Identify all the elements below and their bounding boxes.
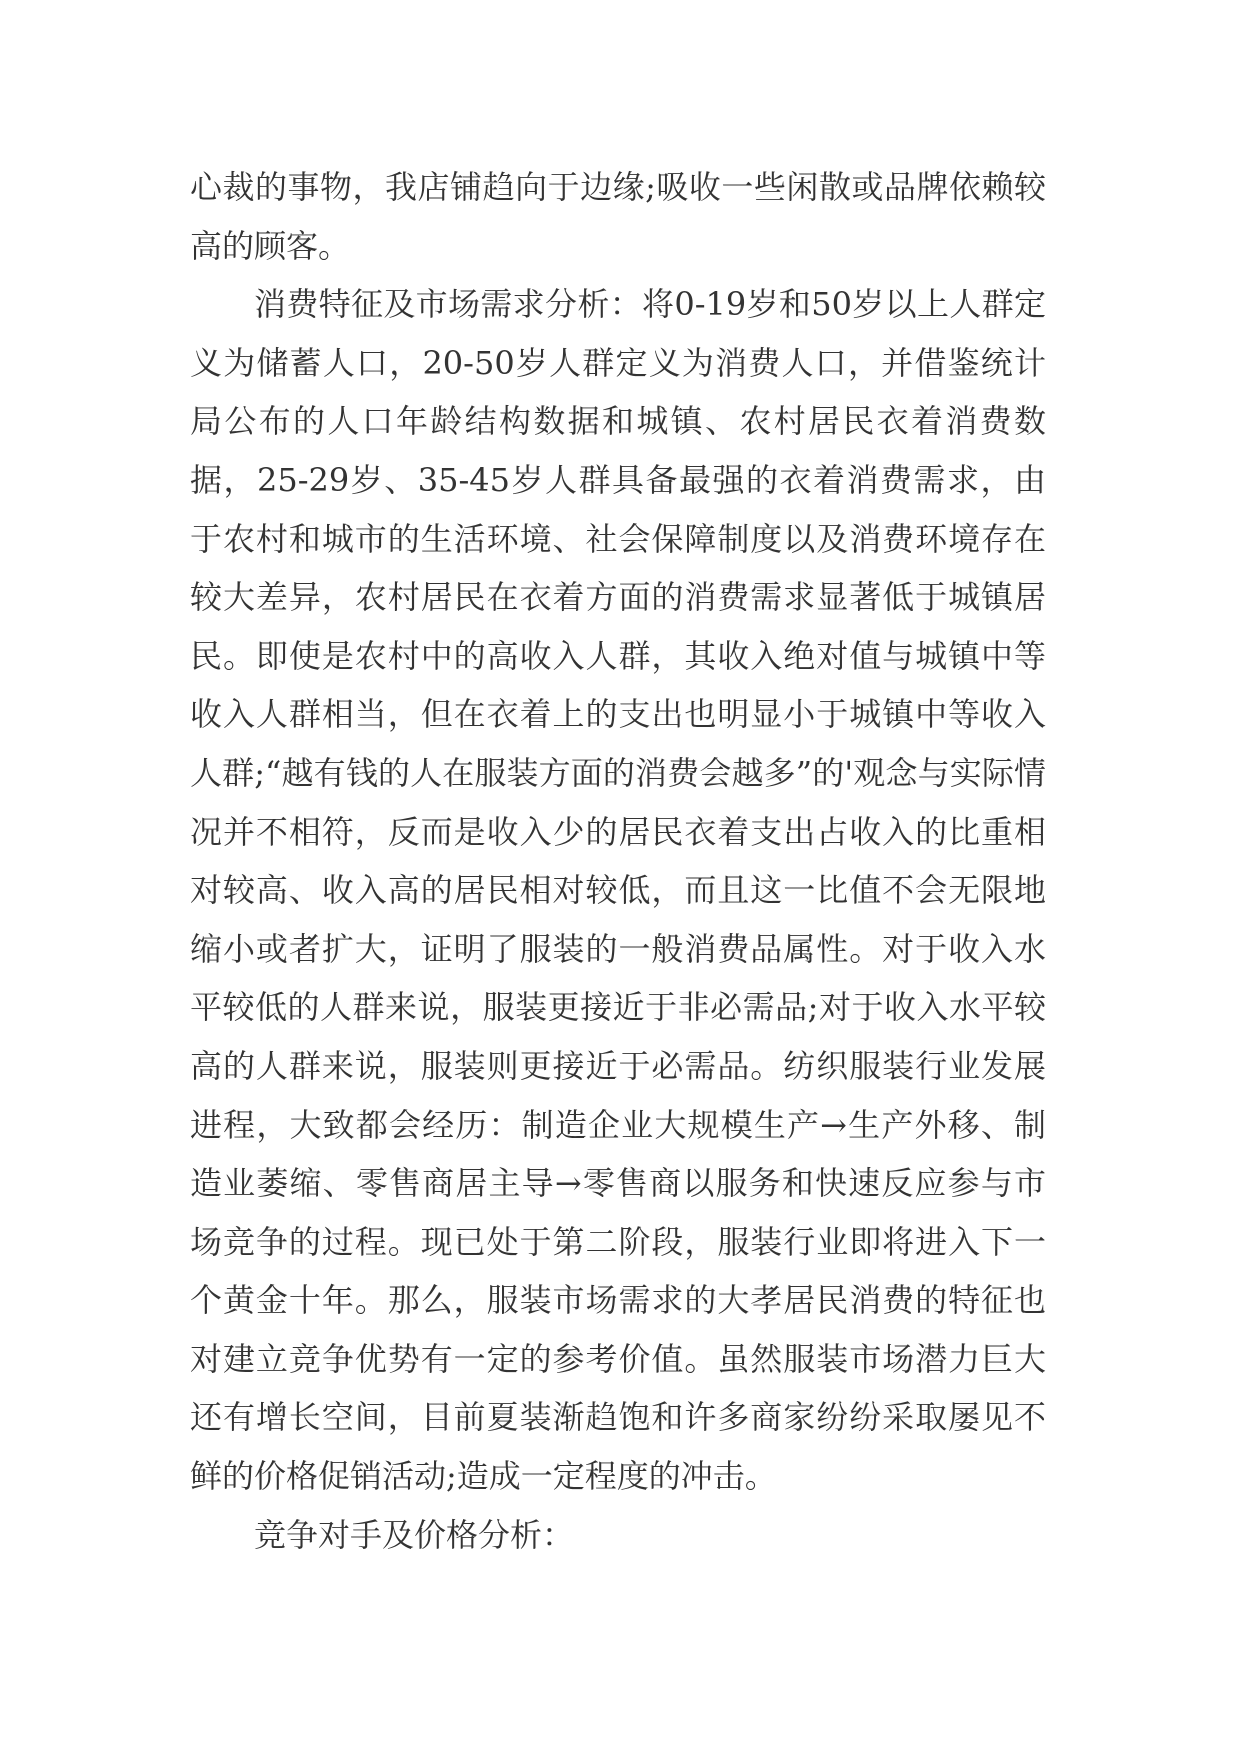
paragraph-competitor-heading: 竞争对手及价格分析： (254, 1515, 575, 1554)
document-body (190, 158, 1046, 1564)
paragraph-consumption-analysis: 消费特征及市场需求分析：将0-19岁和50岁以上人群定义为储蓄人口，20-50岁人群定义为消费人口，并借鉴统计局公布的人口年龄结构数据和城镇、农村居民衣着消费数据，25-29岁、35-45岁人群具备最强的衣着消费需求，由于农村和城市的生活环境、社会保障制度以及消费环境存在较大差异，农村居民在衣着方面的消费需求显著低于城镇居民。即使是农村中的高收入人群，其收入绝对值与城镇中等收入人群相当，但在衣着上的支出也明显小于城镇中等收入人群;“越有钱的人在服装方面的消费会越多”的'观念与实际情况并不相符，反而是收入少的居民衣着支出占收入的比重相对较高、收入高的居民相对较低，而且这一比值不会无限地缩小或者扩大，证明了服装的一般消费品属性。对于收入水平较低的人群来说，服装更接近于非必需品;对于收入水平较高的人群来说，服装则更接近于必需品。纺织服装行业发展进程，大致都会经历：制造企业大规模生产→生产外移、制造业萎缩、零售商居主导→零售商以服务和快速反应参与市场竞争的过程。现已处于第二阶段，服装行业即将进入下一个黄金十年。那么，服装市场需求的大孝居民消费的特征也对建立竞争优势有一定的参考价值。虽然服装市场潜力巨大还有增长空间，目前夏装渐趋饱和许多商家纷纷采取屡见不鲜的价格促销活动;造成一定程度的冲击。 (190, 285, 1046, 1496)
paragraph-continuation: 心裁的事物，我店铺趋向于边缘;吸收一些闲散或品牌依赖较高的顾客。 (190, 168, 1046, 265)
